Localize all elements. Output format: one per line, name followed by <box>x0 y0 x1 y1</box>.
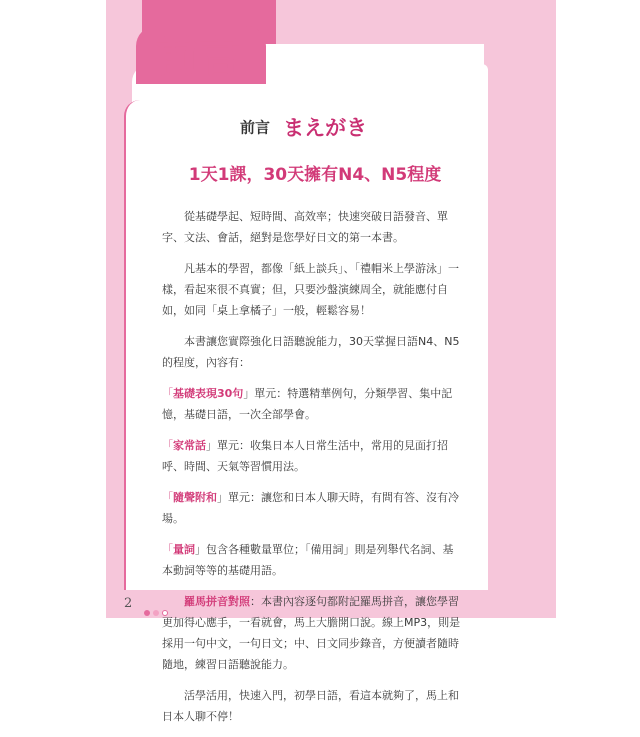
heading-chinese: 前言 <box>240 118 271 137</box>
desc-daily-talk: 」單元：收集日本人日常生活中，常用的見面打招呼、時間、天氣等習慣用法。 <box>162 439 448 473</box>
desc-responses: 」單元：讓您和日本人聊天時，有問有答、沒有冷場。 <box>162 491 459 525</box>
desc-romaji: ：本書內容逐句都附記羅馬拼音，讓您學習更加得心應手，一看就會，馬上大膽開口說。線上MP3，則是採用一句中文，一句日文；中、日文同步錄音，方便讀者隨時隨地，練習日語聽說能力。 <box>162 595 461 671</box>
paragraph-basic-expressions <box>162 383 462 425</box>
term-daily-talk: 家常話 <box>173 439 206 452</box>
term-romaji: 羅馬拼音對照 <box>184 595 250 608</box>
body-text <box>162 206 462 737</box>
paragraph-intro: 從基礎學起、短時間、高效率；快速突破日語發音、單字、文法、會話，絕對是您學好日文的第一本書。 <box>162 210 448 244</box>
desc-counters: 」包含各種數量單位；「備用詞」則是列舉代名詞、基本動詞等等的基礎用語。 <box>162 543 454 577</box>
term-basic-expressions: 基礎表現30句 <box>173 387 244 400</box>
paragraph-romaji <box>162 591 462 675</box>
dot-icon <box>144 610 150 616</box>
open-bracket: 「 <box>162 439 173 452</box>
page-subtitle: 1天1課，30天擁有N4、N5程度 <box>188 165 442 185</box>
dot-icon <box>162 610 168 616</box>
right-band <box>484 0 556 590</box>
open-bracket: 「 <box>162 387 173 400</box>
open-bracket: 「 <box>162 491 173 504</box>
paragraph-counters <box>162 539 462 581</box>
paragraph-closing: 活學活用，快速入門，初學日語，看這本就夠了，馬上和日本人聊不停！ <box>162 689 459 723</box>
desc-basic-expressions: 」單元：特選精華例句，分類學習、集中記憶，基礎日語，一次全部學會。 <box>162 387 453 421</box>
heading-japanese: まえがき <box>283 116 368 140</box>
term-responses: 隨聲附和 <box>173 491 217 504</box>
panel-border <box>124 100 146 590</box>
page-number: 2 <box>124 596 133 611</box>
paragraph-learning: 凡基本的學習，都像「紙上談兵」、「禮帽米上學游泳」一樣，看起來很不真實；但，只要沙盤演練周全，就能應付自如，如同「桌上拿橘子」一般，輕鬆容易！ <box>162 262 459 317</box>
footer-dots <box>144 601 171 620</box>
paragraph-contents: 本書讓您實際強化日語聽說能力，30天掌握日語N4、N5的程度，內容有： <box>162 335 460 369</box>
paragraph-responses <box>162 487 462 529</box>
term-counters: 量詞 <box>173 543 195 556</box>
chapter-title: 前言 <box>157 34 245 80</box>
page-heading <box>240 112 367 142</box>
dot-icon <box>153 610 159 616</box>
paragraph-daily-talk <box>162 435 462 477</box>
open-bracket: 「 <box>162 543 173 556</box>
